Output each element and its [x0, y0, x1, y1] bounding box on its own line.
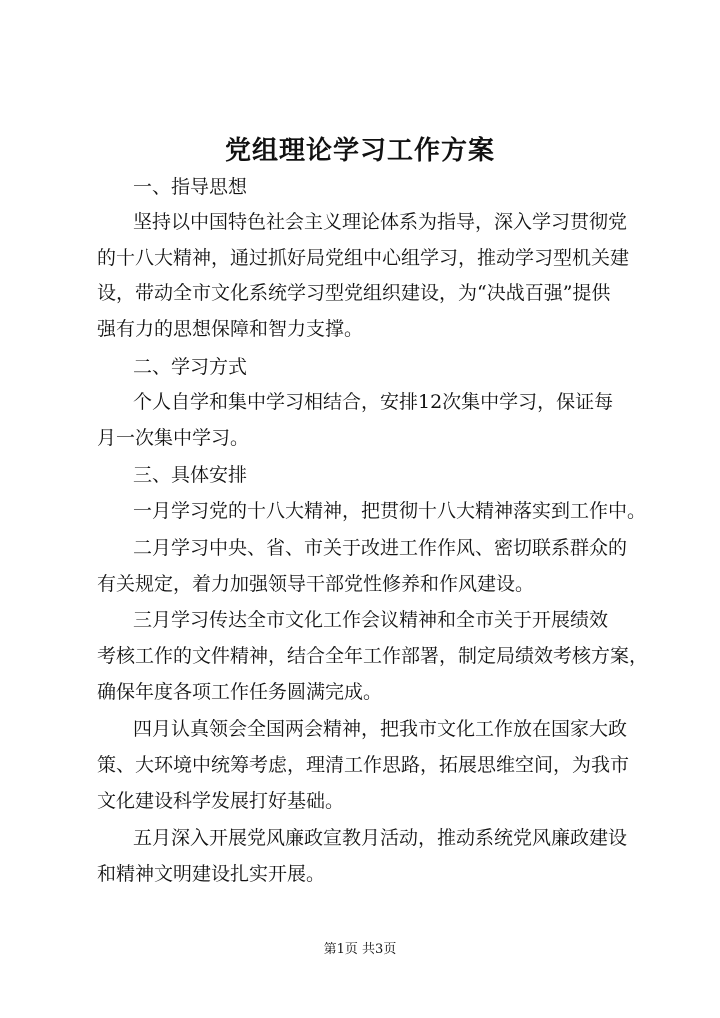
section-heading: 二、学习方式 — [133, 356, 248, 378]
section-heading: 一、指导思想 — [133, 176, 248, 198]
paragraph-line: 有关规定，着力加强领导干部党性修养和作风建设。 — [97, 573, 535, 595]
paragraph-line: 四月认真领会全国两会精神，把我市文化工作放在国家大政 — [133, 718, 628, 740]
paragraph-line: 五月深入开展党风廉政宣教月活动，推动系统党风廉政建设 — [133, 827, 628, 849]
paragraph-line: 月一次集中学习。 — [97, 427, 250, 449]
paragraph-line: 确保年度各项工作任务圆满完成。 — [97, 681, 383, 703]
page-number: 第1页 共3页 — [323, 942, 397, 957]
document-title: 党组理论学习工作方案 — [224, 136, 495, 166]
paragraph-line: 三月学习传达全市文化工作会议精神和全市关于开展绩效 — [133, 609, 609, 631]
paragraph-line: 策、大环境中统筹考虑，理清工作思路，拓展思维空间，为我市 — [97, 754, 630, 776]
paragraph-line: 和精神文明建设扎实开展。 — [97, 863, 326, 885]
section-heading: 三、具体安排 — [133, 464, 248, 486]
paragraph-line: 一月学习党的十八大精神，把贯彻十八大精神落实到工作中。 — [133, 500, 647, 522]
paragraph-line: 考核工作的文件精神，结合全年工作部署，制定局绩效考核方案， — [97, 645, 649, 667]
paragraph-line: 个人自学和集中学习相结合，安排12次集中学习，保证每 — [133, 391, 614, 413]
paragraph-line: 二月学习中央、省、市关于改进工作作风、密切联系群众的 — [133, 537, 628, 559]
paragraph-line: 设，带动全市文化系统学习型党组织建设，为“决战百强”提供 — [97, 282, 611, 304]
paragraph-line: 坚持以中国特色社会主义理论体系为指导，深入学习贯彻党 — [133, 211, 628, 233]
paragraph-line: 的十八大精神，通过抓好局党组中心组学习，推动学习型机关建 — [97, 247, 630, 269]
paragraph-line: 文化建设科学发展打好基础。 — [97, 790, 345, 812]
paragraph-line: 强有力的思想保障和智力支撑。 — [97, 318, 364, 340]
